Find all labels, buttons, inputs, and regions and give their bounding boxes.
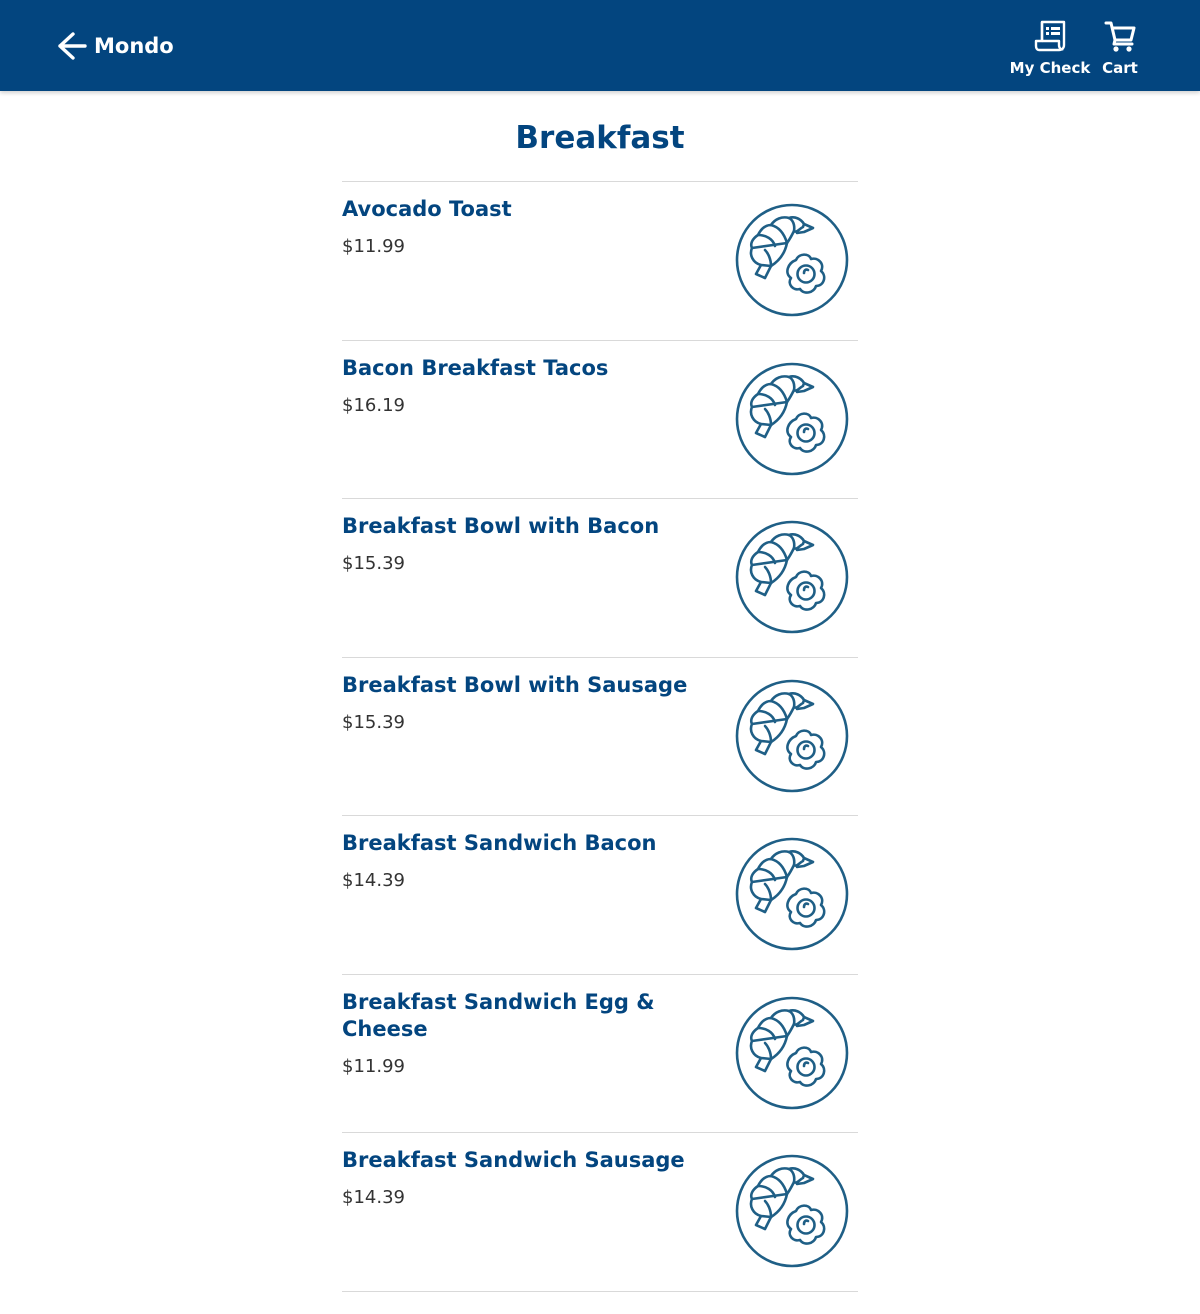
- menu-item-price: $11.99: [342, 236, 405, 257]
- menu-item-name-text: Breakfast Sandwich Bacon: [342, 831, 657, 855]
- menu-item[interactable]: [342, 499, 858, 658]
- menu-item-name-text: Breakfast Sandwich Sausage: [342, 1148, 685, 1172]
- menu-item-price: $11.99: [342, 1055, 405, 1077]
- cart-label: Cart: [1102, 59, 1138, 77]
- menu-item-name: [342, 989, 692, 1079]
- menu-item[interactable]: [342, 182, 858, 341]
- menu-item[interactable]: [342, 975, 858, 1134]
- menu-item-name-text: Bacon Breakfast Tacos: [342, 355, 609, 380]
- croissant-egg-icon: [735, 837, 849, 951]
- menu-item-name: [342, 830, 692, 893]
- cart-icon: [1103, 19, 1137, 57]
- cart-button[interactable]: [1098, 19, 1142, 77]
- croissant-egg-icon: [735, 520, 849, 634]
- menu-item-name: [342, 355, 692, 418]
- croissant-egg-icon: [735, 203, 849, 317]
- croissant-egg-icon: [735, 996, 849, 1110]
- menu-item-name: [342, 1147, 692, 1210]
- menu-item-price: $16.19: [342, 394, 405, 416]
- menu-item-name-text: Breakfast Bowl with Sausage: [342, 672, 688, 697]
- menu-item-price: $14.39: [342, 1187, 405, 1208]
- menu-item-price: $14.39: [342, 870, 405, 891]
- back-button[interactable]: [54, 28, 174, 64]
- menu-item[interactable]: [342, 658, 858, 817]
- menu-item-price: $15.39: [342, 711, 405, 733]
- menu-item[interactable]: [342, 341, 858, 500]
- menu-item-price: $15.39: [342, 553, 405, 574]
- receipt-icon: [1033, 19, 1067, 57]
- top-bar: [0, 0, 1200, 91]
- menu-item-name: [342, 513, 692, 576]
- back-arrow-icon: [54, 29, 88, 63]
- croissant-egg-icon: [735, 1154, 849, 1268]
- croissant-egg-icon: [735, 362, 849, 476]
- menu-item[interactable]: [342, 816, 858, 975]
- menu-item-name: [342, 196, 692, 259]
- menu-list: [342, 91, 858, 1292]
- menu-item-name: [342, 672, 692, 735]
- back-label: Mondo: [94, 34, 174, 58]
- menu-item-name-text: Avocado Toast: [342, 197, 512, 221]
- my-check-label: My Check: [1009, 59, 1091, 77]
- my-check-button[interactable]: [1009, 19, 1091, 77]
- menu-item-name-text: Breakfast Sandwich Egg & Cheese: [342, 989, 655, 1041]
- menu-item-name-text: Breakfast Bowl with Bacon: [342, 514, 660, 538]
- menu-item[interactable]: [342, 1133, 858, 1292]
- section-title: Breakfast: [342, 91, 858, 182]
- croissant-egg-icon: [735, 679, 849, 793]
